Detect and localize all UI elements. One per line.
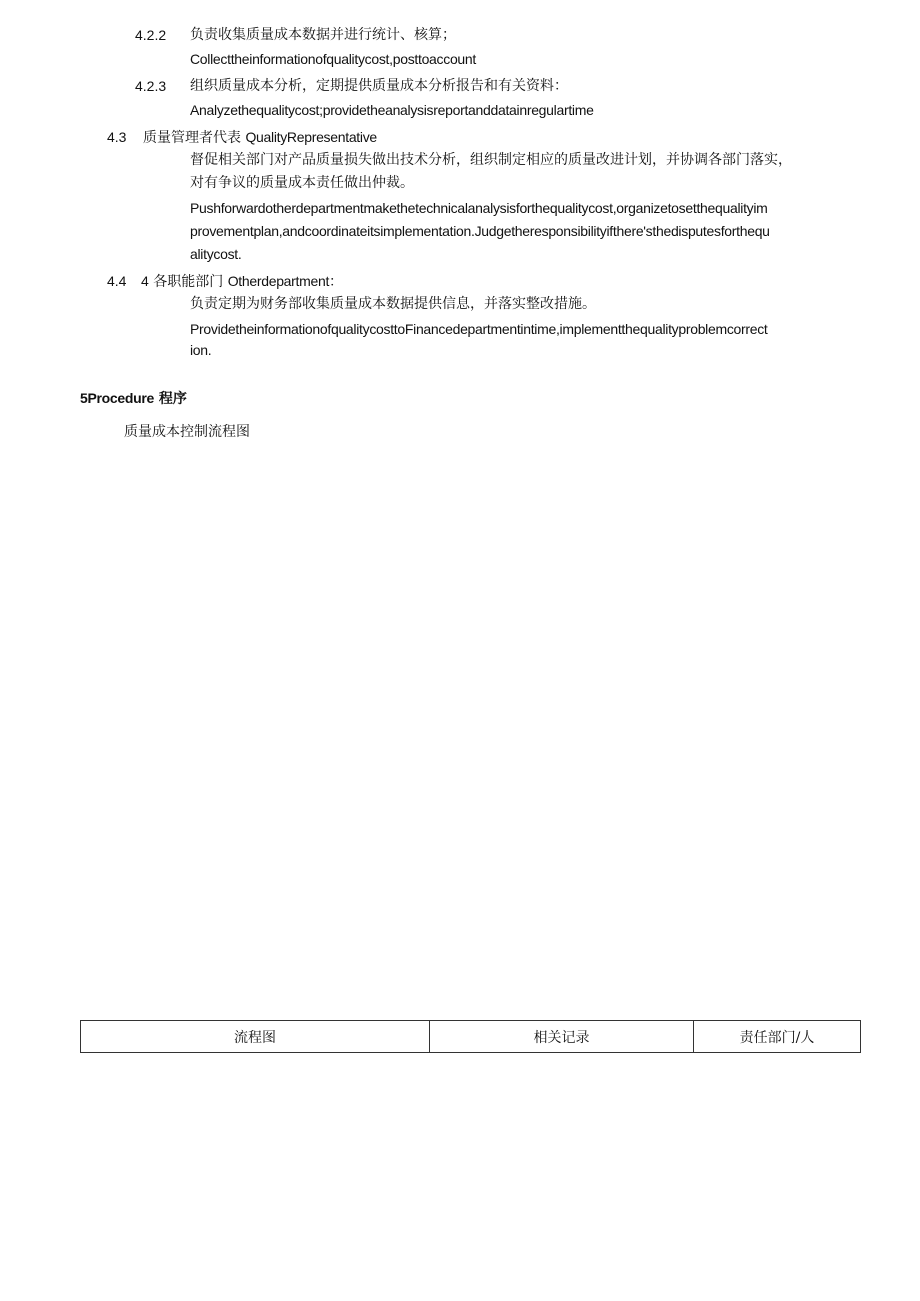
section-4-4-text-en-line1: ProvidetheinformationofqualitycosttoFinancedepartmentintime,implementthequalityproblemcorrect xyxy=(190,321,768,337)
section-4-3-text-en-line3: alitycost. xyxy=(190,246,242,262)
flow-table-header-responsible: 责任部门/人 xyxy=(693,1021,860,1052)
flow-table-header-flowchart: 流程图 xyxy=(234,1029,276,1046)
section-4-2-2-text-en: Collecttheinformationofqualitycost,posttoaccount xyxy=(190,51,476,67)
section-4-3-text-zh-line2: 对有争议的质量成本责任做出仲裁。 xyxy=(190,175,414,191)
section-4-4-heading xyxy=(141,270,343,294)
section-5-heading-zh: 程序 xyxy=(158,391,187,407)
section-4-4-heading-prefix: 4 xyxy=(141,273,149,289)
flow-table-header xyxy=(80,1020,861,1053)
section-4-2-3-number: 4.2.3 xyxy=(135,78,167,94)
section-4-4-heading-zh: 各职能部门 xyxy=(153,274,224,290)
section-4-3-heading-en: QualityRepresentative xyxy=(245,129,377,145)
section-4-3-heading-zh: 质量管理者代表 xyxy=(143,130,241,146)
section-4-2-3-text-en: Analyzethequalitycost;providetheanalysisreportanddatainregulartime xyxy=(190,102,594,118)
section-4-3-text-en-line1: Pushforwardotherdepartmentmakethetechnicalanalysisforthequalitycost,organizetosetthequalityim xyxy=(190,200,768,216)
section-4-3-heading xyxy=(143,126,377,150)
section-5-subtitle: 质量成本控制流程图 xyxy=(124,424,250,440)
flow-table-header-records: 相关记录 xyxy=(429,1021,693,1052)
section-4-4-text-en-line2: ion. xyxy=(190,342,212,358)
section-4-3-text-zh-line1: 督促相关部门对产品质量损失做出技术分析，组织制定相应的质量改进计划，并协调各部门落实， xyxy=(190,152,792,168)
section-5-heading xyxy=(80,387,187,411)
section-4-4-heading-en: Otherdepartment： xyxy=(227,273,343,289)
section-5-heading-en: 5Procedure xyxy=(80,390,155,406)
section-4-2-2-number: 4.2.2 xyxy=(135,27,167,43)
section-4-2-2-text-zh: 负责收集质量成本数据并进行统计、核算； xyxy=(190,27,456,43)
section-4-4-text-zh-line1: 负责定期为财务部收集质量成本数据提供信息，并落实整改措施。 xyxy=(190,296,596,312)
section-4-3-number: 4.3 xyxy=(107,129,127,145)
section-4-3-text-en-line2: provementplan,andcoordinateitsimplementation.Judgetheresponsibilityifthere'sthedisputesforthequ xyxy=(190,223,770,239)
section-4-4-number: 4.4 xyxy=(107,273,127,289)
section-4-2-3-text-zh: 组织质量成本分析，定期提供质量成本分析报告和有关资料： xyxy=(190,78,568,94)
